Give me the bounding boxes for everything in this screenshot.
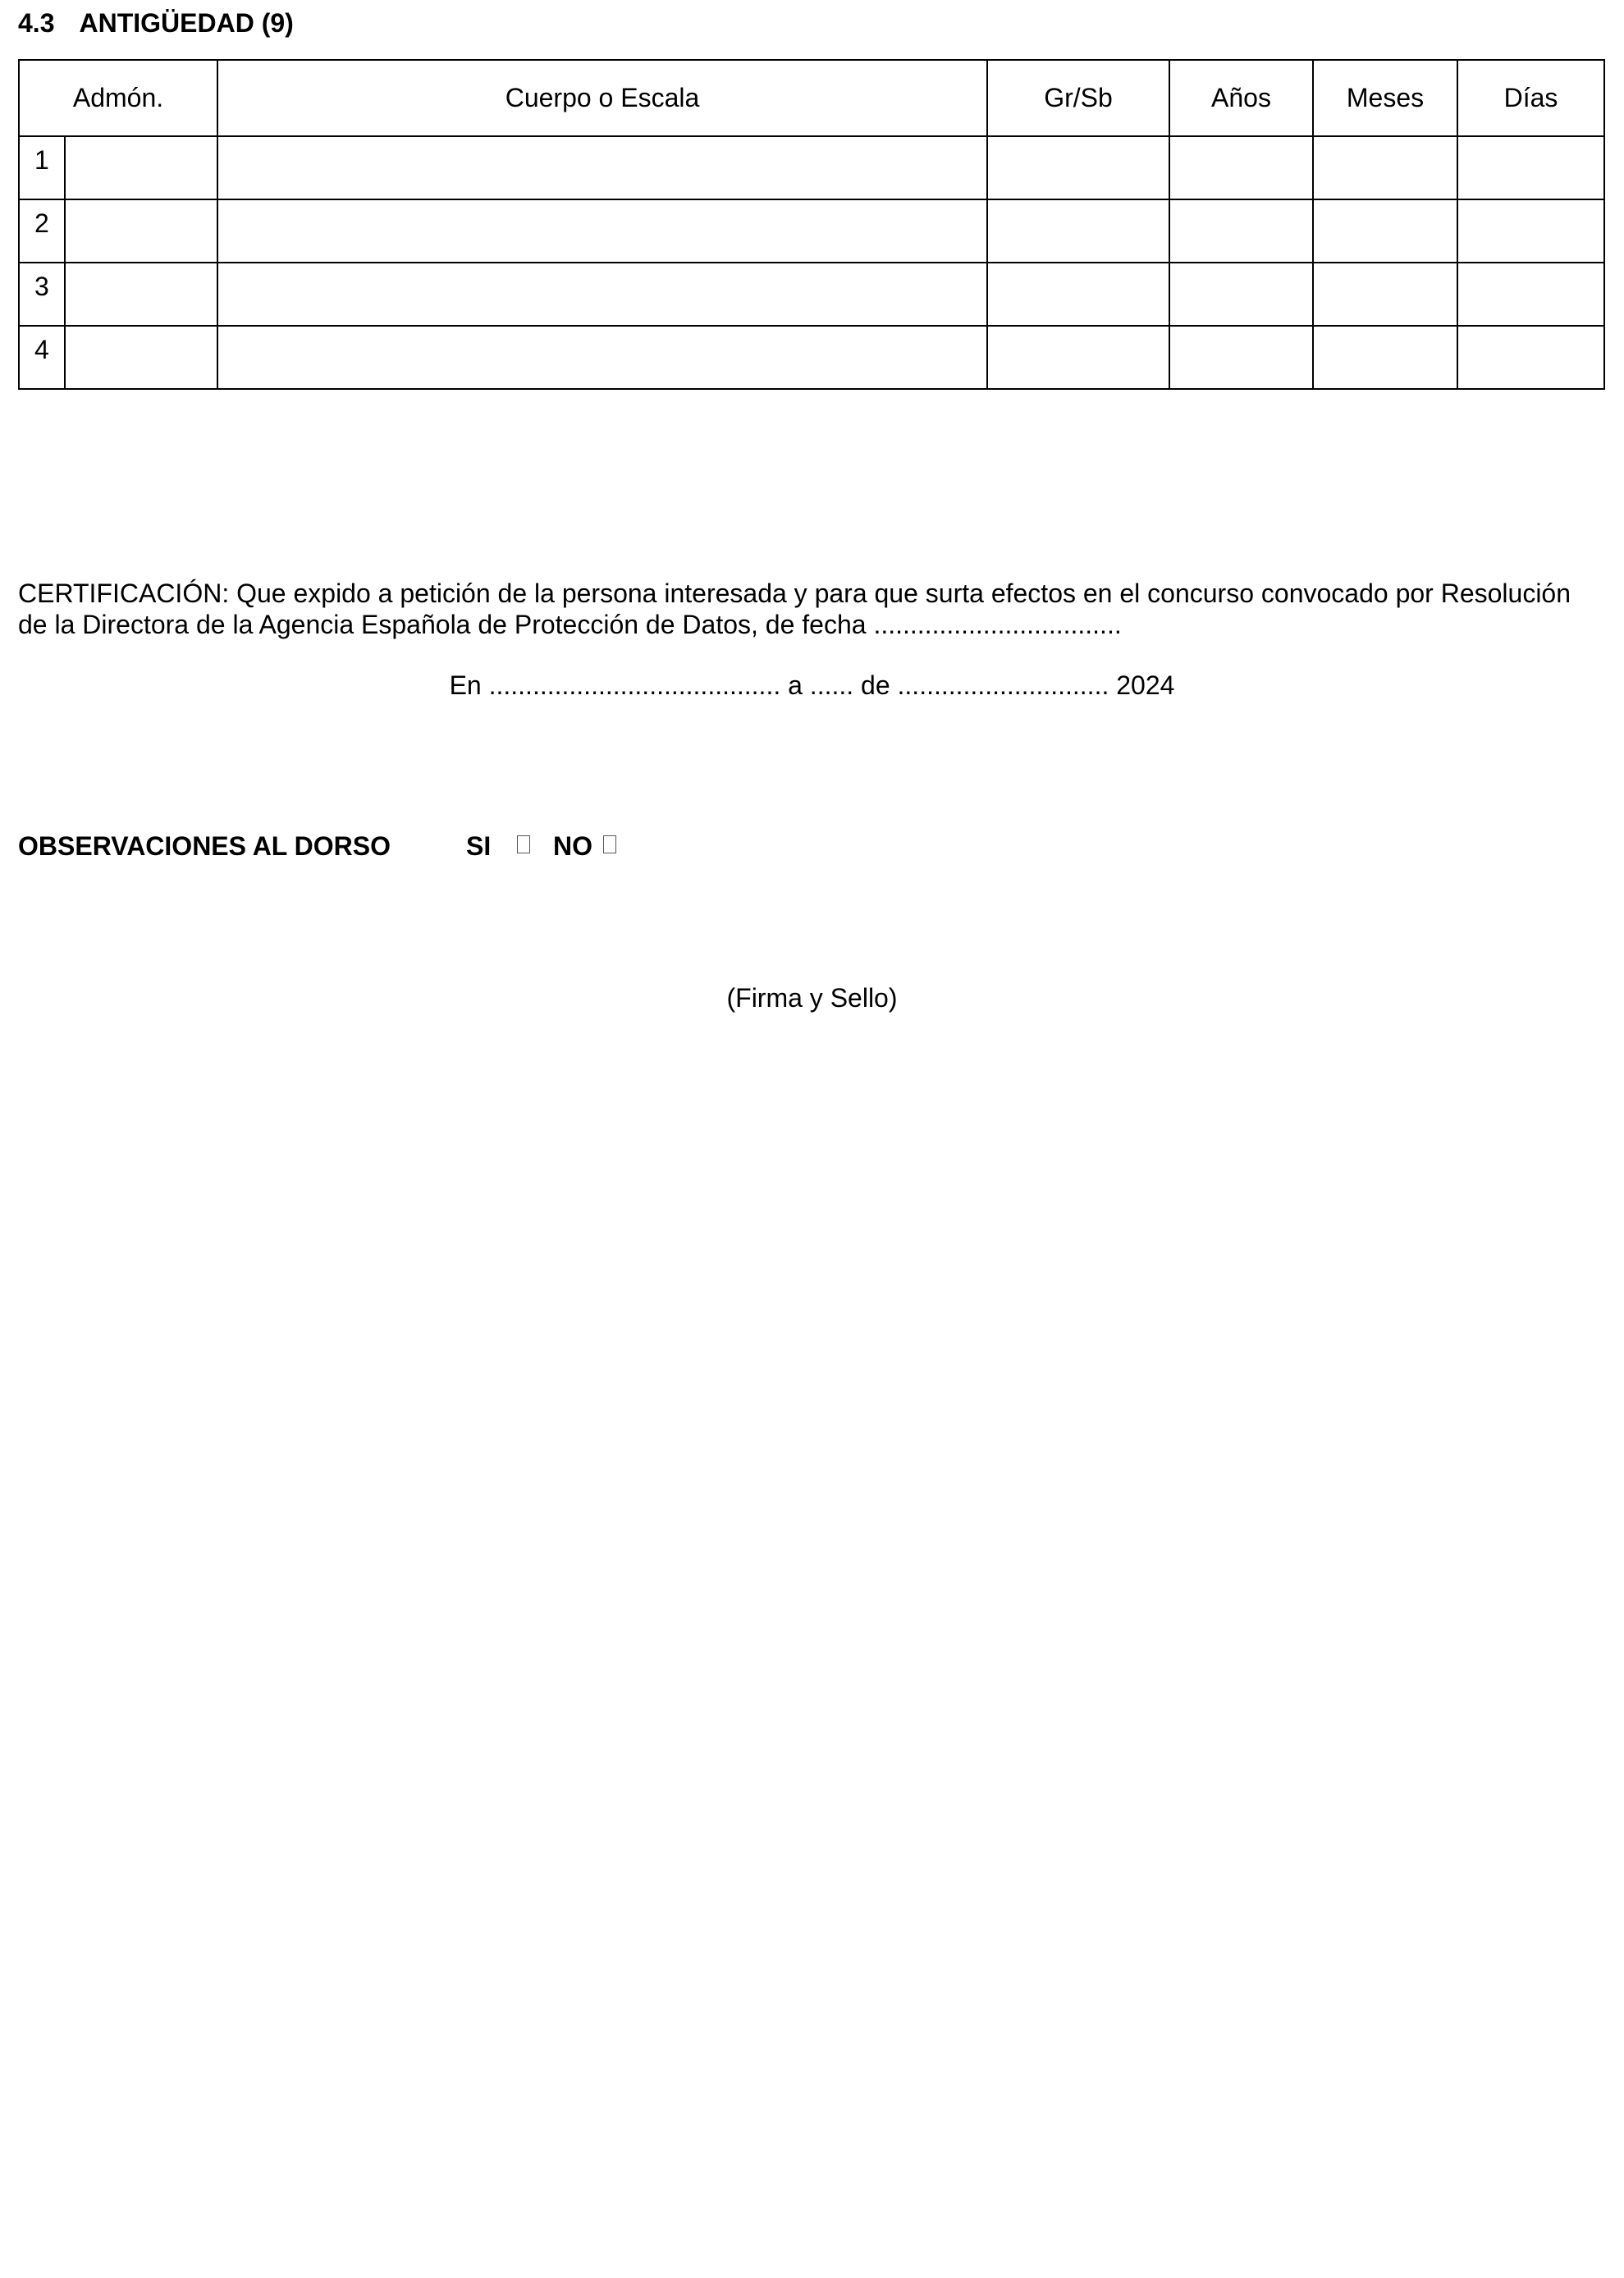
cell-grsb[interactable] — [987, 263, 1169, 326]
no-checkbox[interactable] — [603, 835, 616, 853]
header-dias: Días — [1457, 60, 1604, 136]
cell-meses[interactable] — [1313, 136, 1457, 199]
no-label: NO — [553, 831, 592, 861]
cell-meses[interactable] — [1313, 199, 1457, 263]
section-heading: ANTIGÜEDAD (9) — [79, 8, 294, 38]
cell-grsb[interactable] — [987, 326, 1169, 389]
cell-admon[interactable] — [65, 263, 217, 326]
cell-cuerpo[interactable] — [217, 326, 987, 389]
cell-meses[interactable] — [1313, 326, 1457, 389]
cell-grsb[interactable] — [987, 199, 1169, 263]
header-admon: Admón. — [19, 60, 217, 136]
cell-dias[interactable] — [1457, 199, 1604, 263]
observations-label: OBSERVACIONES AL DORSO — [18, 831, 391, 861]
cell-grsb[interactable] — [987, 136, 1169, 199]
cell-cuerpo[interactable] — [217, 263, 987, 326]
yes-label: SI — [466, 831, 492, 861]
cell-dias[interactable] — [1457, 326, 1604, 389]
table-row — [19, 263, 1604, 326]
cell-anos[interactable] — [1169, 263, 1313, 326]
table-row — [19, 199, 1604, 263]
table-header-row — [19, 60, 1604, 136]
row-number: 2 — [19, 199, 65, 263]
row-number: 3 — [19, 263, 65, 326]
observations-no-group — [553, 831, 592, 862]
header-cuerpo-escala: Cuerpo o Escala — [217, 60, 987, 136]
certification-text: CERTIFICACIÓN: Que expido a petición de la persona interesada y para que surta efectos en el concurso convocado por Resolución de la Directora de la Agencia Española de Protección de Datos, de fecha .................................. — [18, 579, 1571, 639]
date-place-line: En ........................................ a ...... de ............................. 2024 — [449, 670, 1175, 700]
table-row — [19, 326, 1604, 389]
cell-dias[interactable] — [1457, 263, 1604, 326]
header-meses: Meses — [1313, 60, 1457, 136]
row-number: 1 — [19, 136, 65, 199]
header-anos: Años — [1169, 60, 1313, 136]
section-number: 4.3 — [18, 8, 55, 38]
cell-meses[interactable] — [1313, 263, 1457, 326]
cell-anos[interactable] — [1169, 136, 1313, 199]
signature-label: (Firma y Sello) — [726, 983, 898, 1013]
cell-dias[interactable] — [1457, 136, 1604, 199]
row-number: 4 — [19, 326, 65, 389]
cell-admon[interactable] — [65, 136, 217, 199]
cell-admon[interactable] — [65, 326, 217, 389]
section-title — [18, 8, 294, 39]
table-row — [19, 136, 1604, 199]
cell-cuerpo[interactable] — [217, 136, 987, 199]
yes-checkbox[interactable] — [517, 835, 530, 853]
seniority-table — [18, 59, 1605, 390]
observations-yes-group — [466, 831, 491, 862]
cell-admon[interactable] — [65, 199, 217, 263]
cell-cuerpo[interactable] — [217, 199, 987, 263]
cell-anos[interactable] — [1169, 326, 1313, 389]
cell-anos[interactable] — [1169, 199, 1313, 263]
header-gr-sb: Gr/Sb — [987, 60, 1169, 136]
